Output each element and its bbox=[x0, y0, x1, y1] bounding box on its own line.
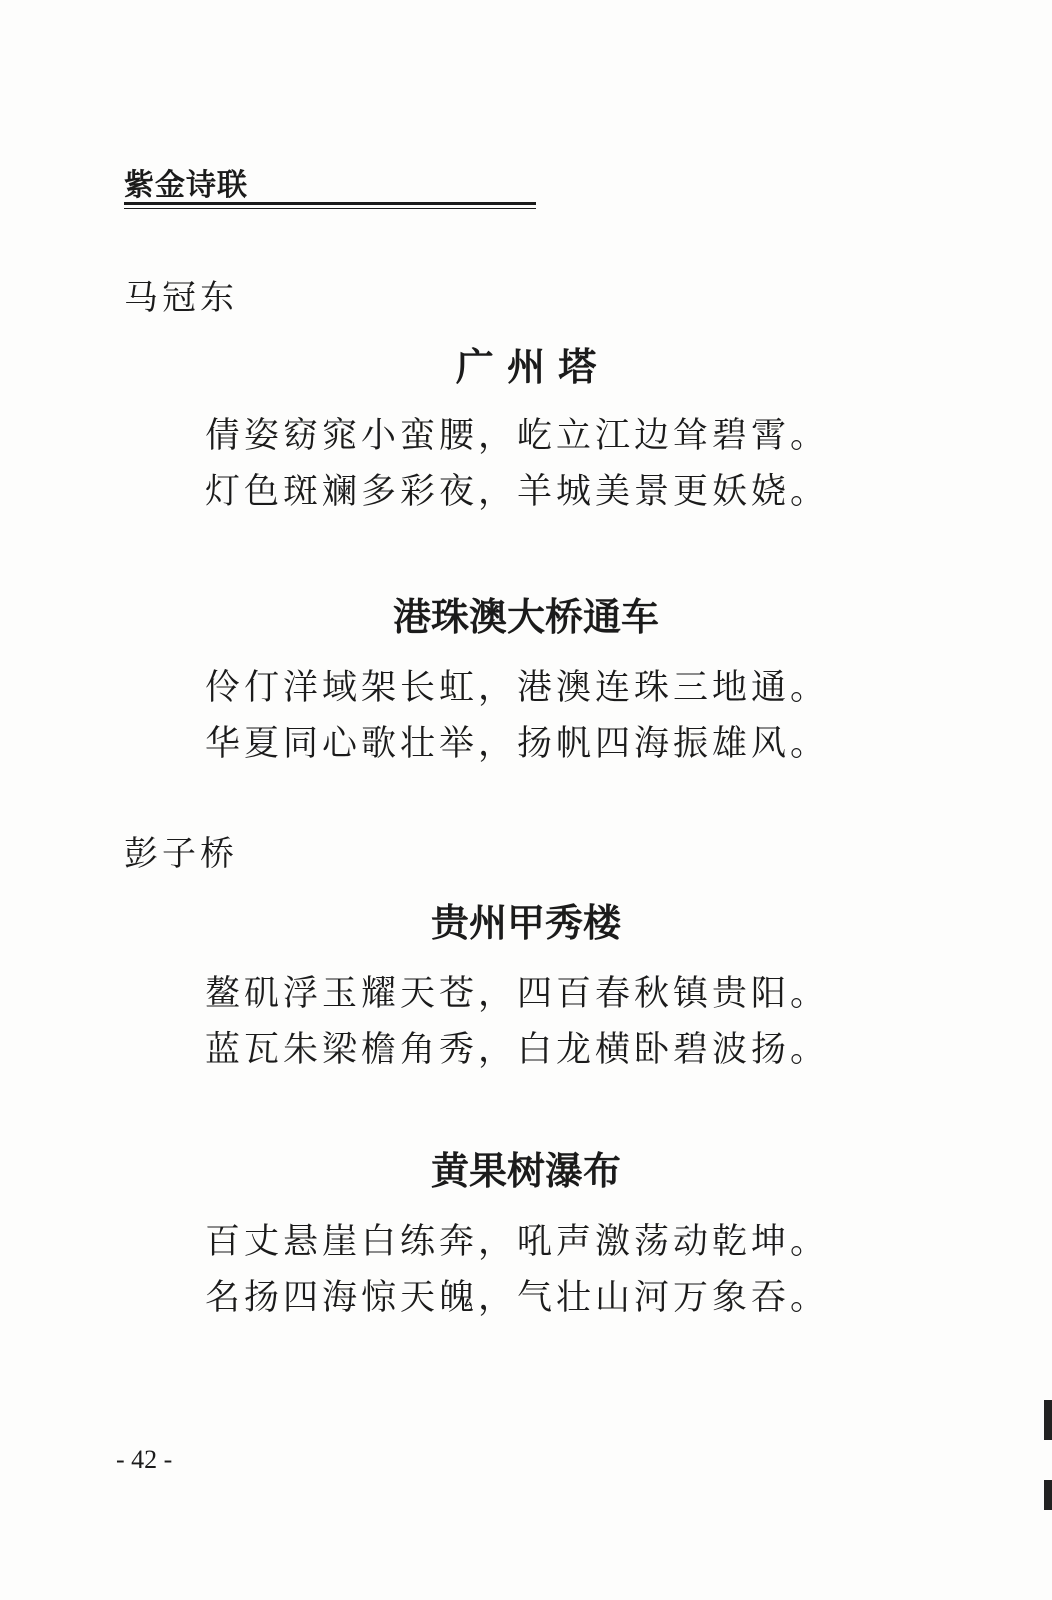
scan-edge-mark bbox=[1044, 1480, 1052, 1510]
poem-line: 华夏同心歌壮举，扬帆四海振雄风。 bbox=[205, 724, 830, 764]
poem-line: 倩姿窈窕小蛮腰，屹立江边耸碧霄。 bbox=[205, 416, 830, 456]
poem-line: 鳌矶浮玉耀天苍，四百春秋镇贵阳。 bbox=[205, 974, 830, 1014]
running-header-title: 紫金诗联 bbox=[124, 168, 248, 203]
scan-edge-mark bbox=[1044, 1400, 1052, 1440]
header-rule-thin bbox=[124, 208, 536, 209]
poem-title: 广 州 塔 bbox=[455, 344, 597, 389]
poem-line: 灯色斑斓多彩夜，羊城美景更妖娆。 bbox=[205, 472, 830, 512]
page-number: - 42 - bbox=[116, 1445, 173, 1474]
poem-line: 伶仃洋域架长虹，港澳连珠三地通。 bbox=[205, 668, 830, 708]
poem-line: 名扬四海惊天魄，气壮山河万象吞。 bbox=[205, 1278, 830, 1318]
author-name: 彭子桥 bbox=[124, 834, 238, 874]
poem-line: 百丈悬崖白练奔，吼声激荡动乾坤。 bbox=[205, 1222, 830, 1262]
poem-line: 蓝瓦朱梁檐角秀，白龙横卧碧波扬。 bbox=[205, 1030, 830, 1070]
poem-title: 贵州甲秀楼 bbox=[430, 900, 621, 945]
author-name: 马冠东 bbox=[124, 278, 238, 318]
header-rule bbox=[124, 202, 536, 205]
poem-title: 港珠澳大桥通车 bbox=[392, 594, 659, 639]
poem-title: 黄果树瀑布 bbox=[430, 1148, 621, 1193]
